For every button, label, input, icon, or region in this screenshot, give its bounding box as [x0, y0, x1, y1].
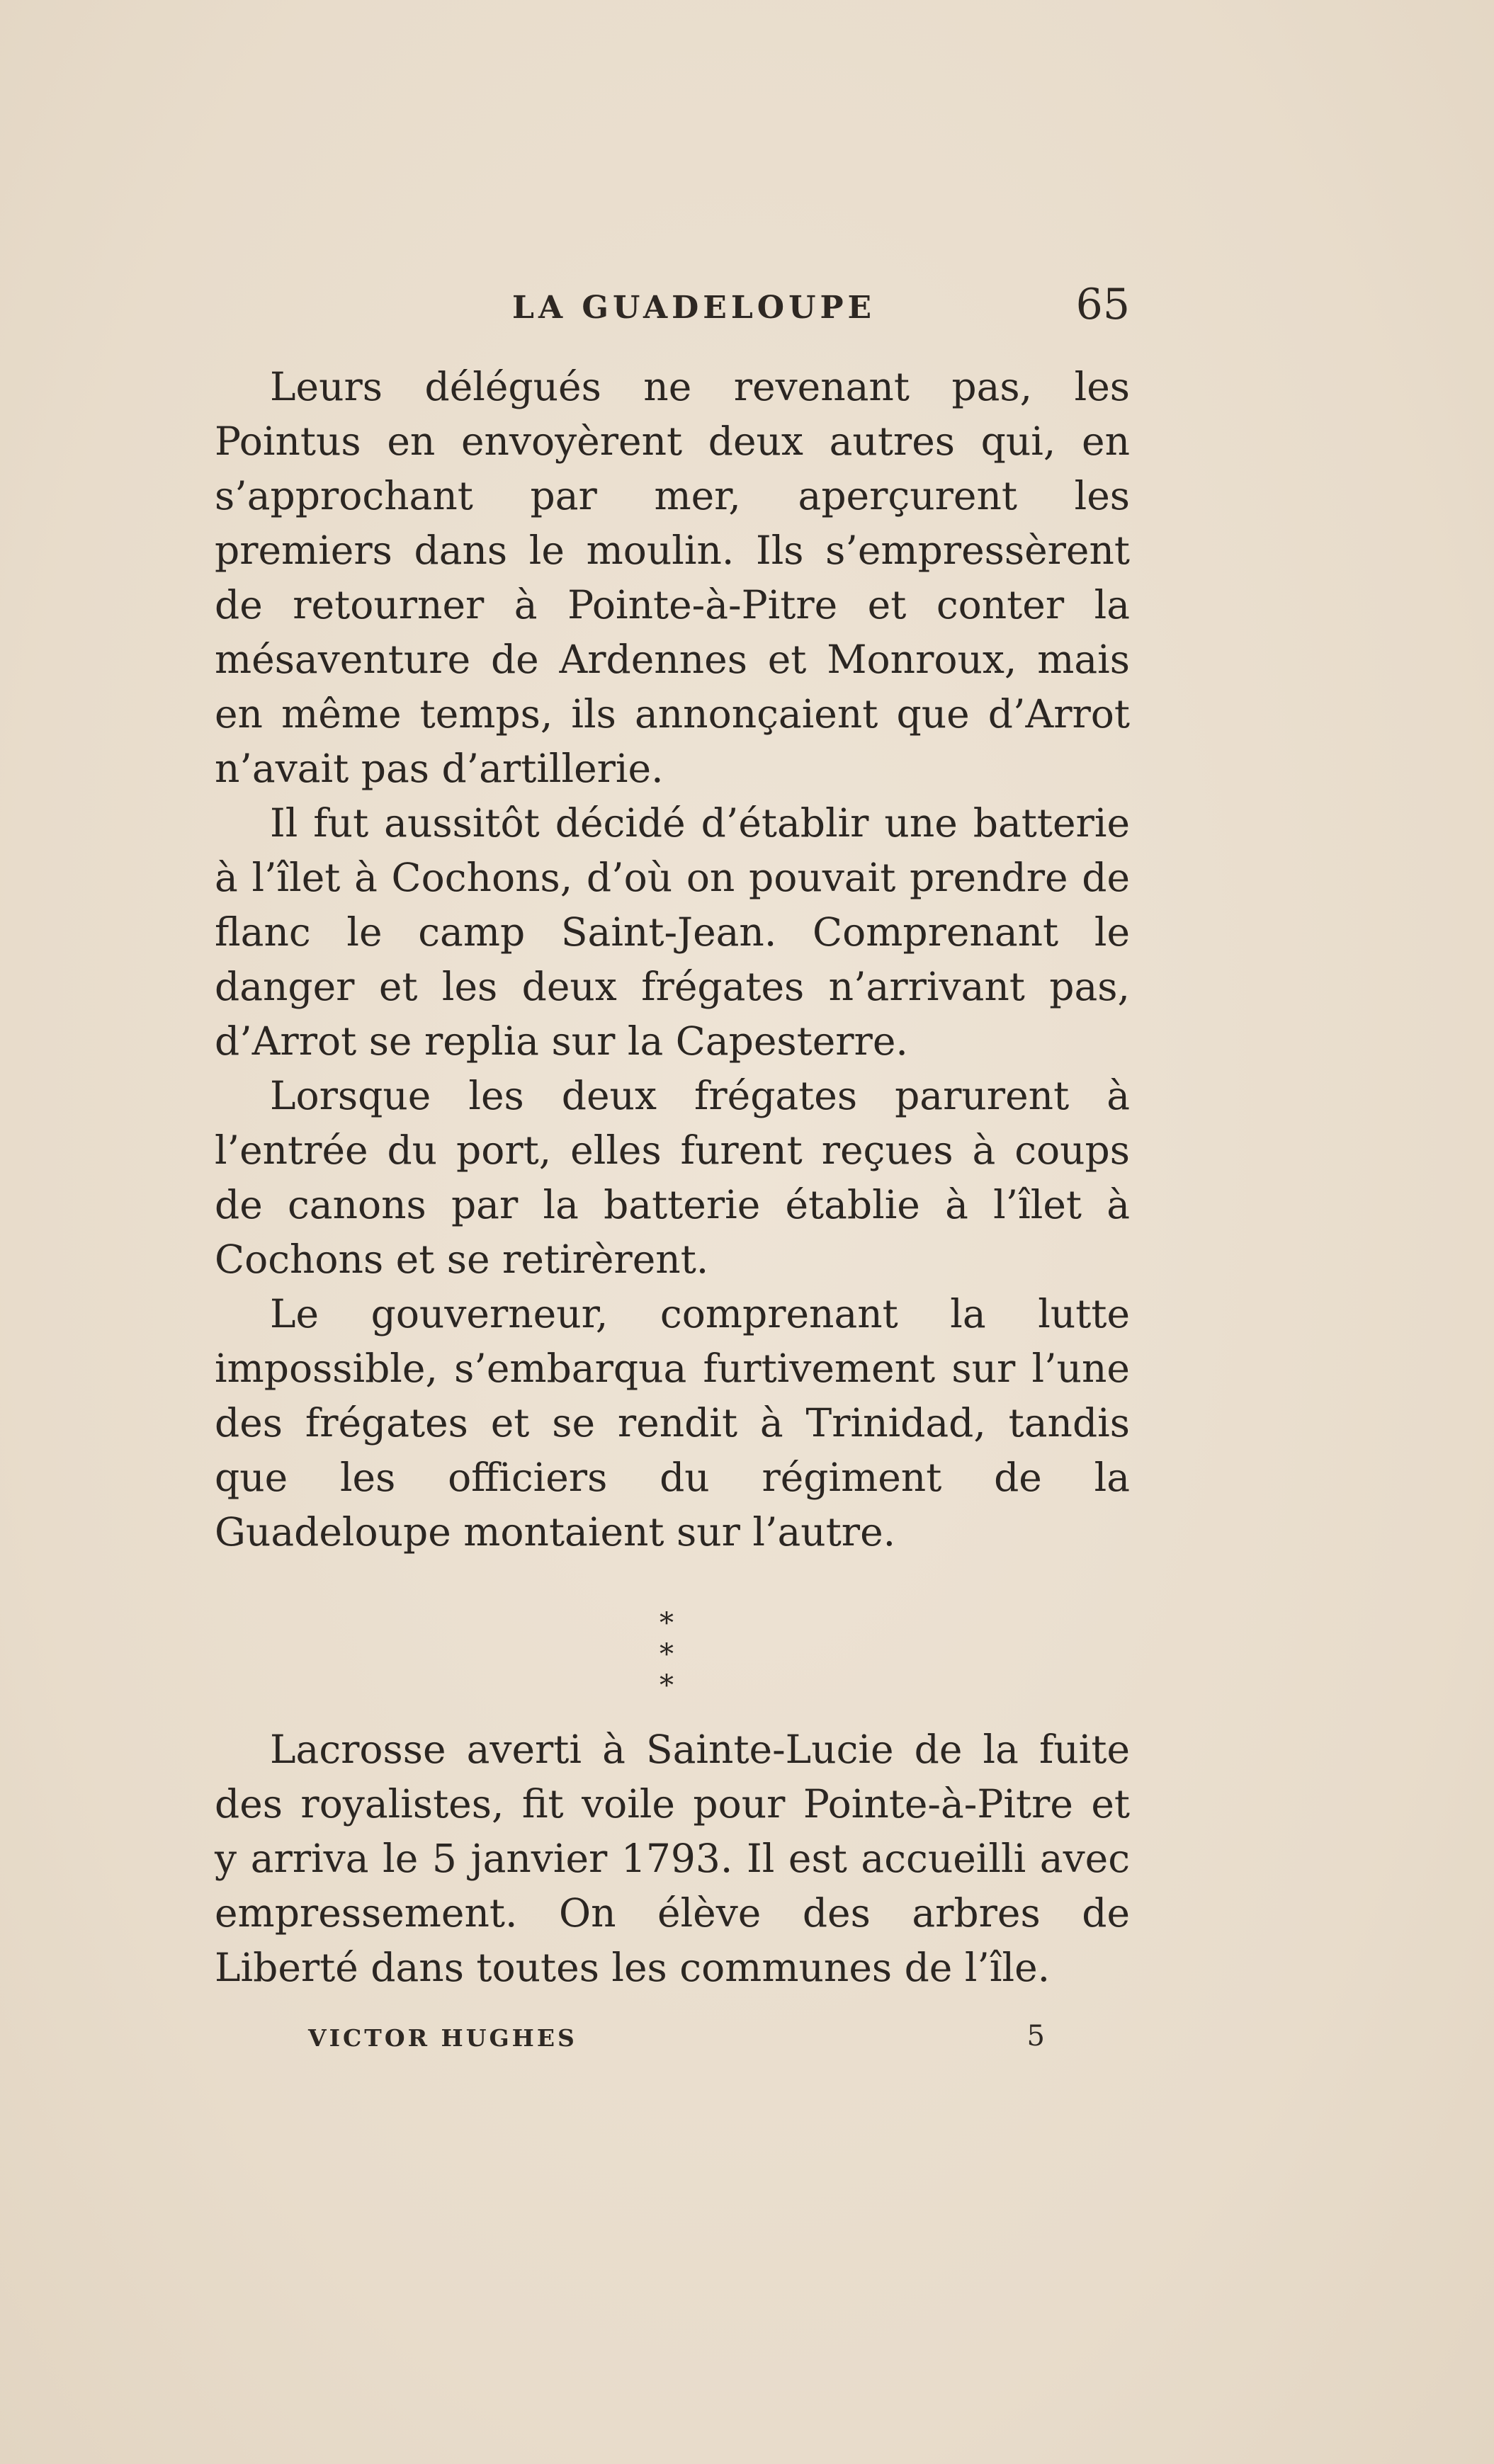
paragraph-5: Lacrosse averti à Sainte-Lucie de la fuite des royalistes, fit voile pour Pointe-à-Pitre et y arriva le 5 janvier 1793. Il est accueilli avec empressement. On élève des arbres de Liberté dans toutes les communes de l’île. — [215, 1727, 1130, 1990]
body-text-continued — [215, 1722, 1130, 1995]
paragraph-1: Leurs délégués ne revenant pas, les Pointus en envoyèrent deux autres qui, en s’approchant par mer, aperçurent les premiers dans le moulin. Ils s’empressèrent de retourner à Pointe-à-Pitre et conter la mésaventure de Ardennes et Monroux, mais en même temps, ils annonçaient que d’Arrot n’avait pas d’artillerie. — [215, 364, 1130, 791]
paragraph-4: Le gouverneur, comprenant la lutte impossible, s’embarqua furtivement sur l’une des frégates et se rendit à Trinidad, tandis que les officiers du régiment de la Guadeloupe montaient sur l’autre. — [215, 1291, 1130, 1555]
separator-bottom-asterisks: * * — [660, 1638, 695, 1702]
separator-top-asterisk: * — [660, 1607, 674, 1640]
paragraph-2: Il fut aussitôt décidé d’établir une batterie à l’îlet à Cochons, d’où on pouvait prendre de flanc le camp Saint-Jean. Comprenant le danger et les deux frégates n’arrivant pas, d’Arrot se replia sur la Capesterre. — [215, 800, 1130, 1064]
section-separator — [621, 1607, 713, 1702]
signature-label: VICTOR HUGHES — [308, 2024, 577, 2052]
paragraph-3: Lorsque les deux frégates parurent à l’entrée du port, elles furent reçues à coups de canons par la batterie établie à l’îlet à Cochons et se retirèrent. — [215, 1073, 1130, 1282]
body-text — [215, 360, 1130, 1560]
page-number: 65 — [1075, 280, 1130, 329]
running-head — [215, 280, 1130, 336]
running-title: LA GUADELOUPE — [512, 290, 876, 326]
signature-number: 5 — [1026, 2020, 1045, 2053]
signature-line — [308, 2020, 1045, 2055]
